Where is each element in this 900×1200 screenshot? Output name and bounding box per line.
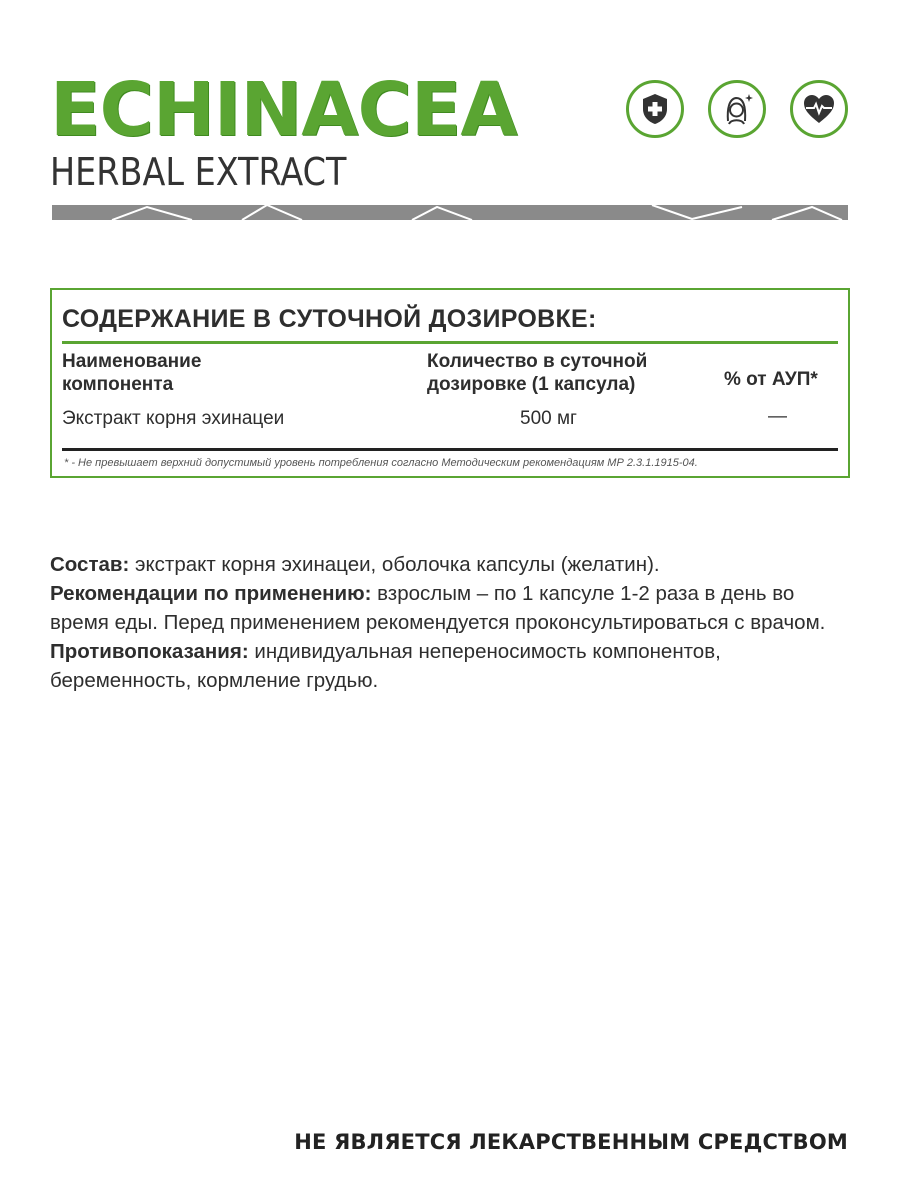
contraindications-text: индивидуальная непереносимость компонентов, беременность, кормление грудью. — [50, 640, 721, 692]
contraindications-paragraph — [50, 637, 850, 695]
footnote: * - Не превышает верхний допустимый уровень потребления согласно Методическим рекомендациям МР 2.3.1.1915-04. — [64, 457, 698, 469]
table-bottom-rule — [62, 448, 838, 451]
usage-label: Рекомендации по применению: — [50, 582, 372, 605]
panel-title: СОДЕРЖАНИЕ В СУТОЧНОЙ ДОЗИРОВКЕ: — [62, 305, 597, 333]
column-header-percent: % от АУП* — [724, 369, 818, 390]
composition-text: экстракт корня эхинацеи, оболочка капсулы (желатин). — [129, 553, 660, 576]
woman-face-sparkle-icon — [708, 80, 766, 138]
composition-label: Состав: — [50, 553, 130, 576]
row-amount-cell: 500 мг — [520, 408, 577, 429]
composition-paragraph — [50, 550, 850, 579]
row-percent-cell: — — [768, 406, 787, 427]
usage-paragraph — [50, 579, 850, 637]
product-subtitle: HERBAL EXTRACT — [50, 150, 347, 194]
column-header-amount: Количество в суточной дозировке (1 капсула) — [427, 351, 648, 395]
contraindications-label: Противопоказания: — [50, 640, 249, 663]
benefit-icons — [626, 80, 848, 138]
usage-text: взрослым – по 1 капсуле 1-2 раза в день во время еды. Перед применением рекомендуется проконсультироваться с врачом. — [50, 582, 826, 634]
not-medicine-disclaimer: НЕ ЯВЛЯЕТСЯ ЛЕКАРСТВЕННЫМ СРЕДСТВОМ — [294, 1130, 848, 1154]
product-info — [50, 550, 850, 695]
panel-rule — [62, 341, 838, 344]
brand-title: ECHINACEA — [50, 67, 517, 153]
decorative-divider — [52, 205, 848, 220]
heart-pulse-icon — [790, 80, 848, 138]
daily-dosage-panel — [50, 288, 850, 478]
row-name-cell: Экстракт корня эхинацеи — [62, 408, 285, 429]
shield-cross-icon — [626, 80, 684, 138]
column-header-name: Наименование компонента — [62, 351, 202, 395]
